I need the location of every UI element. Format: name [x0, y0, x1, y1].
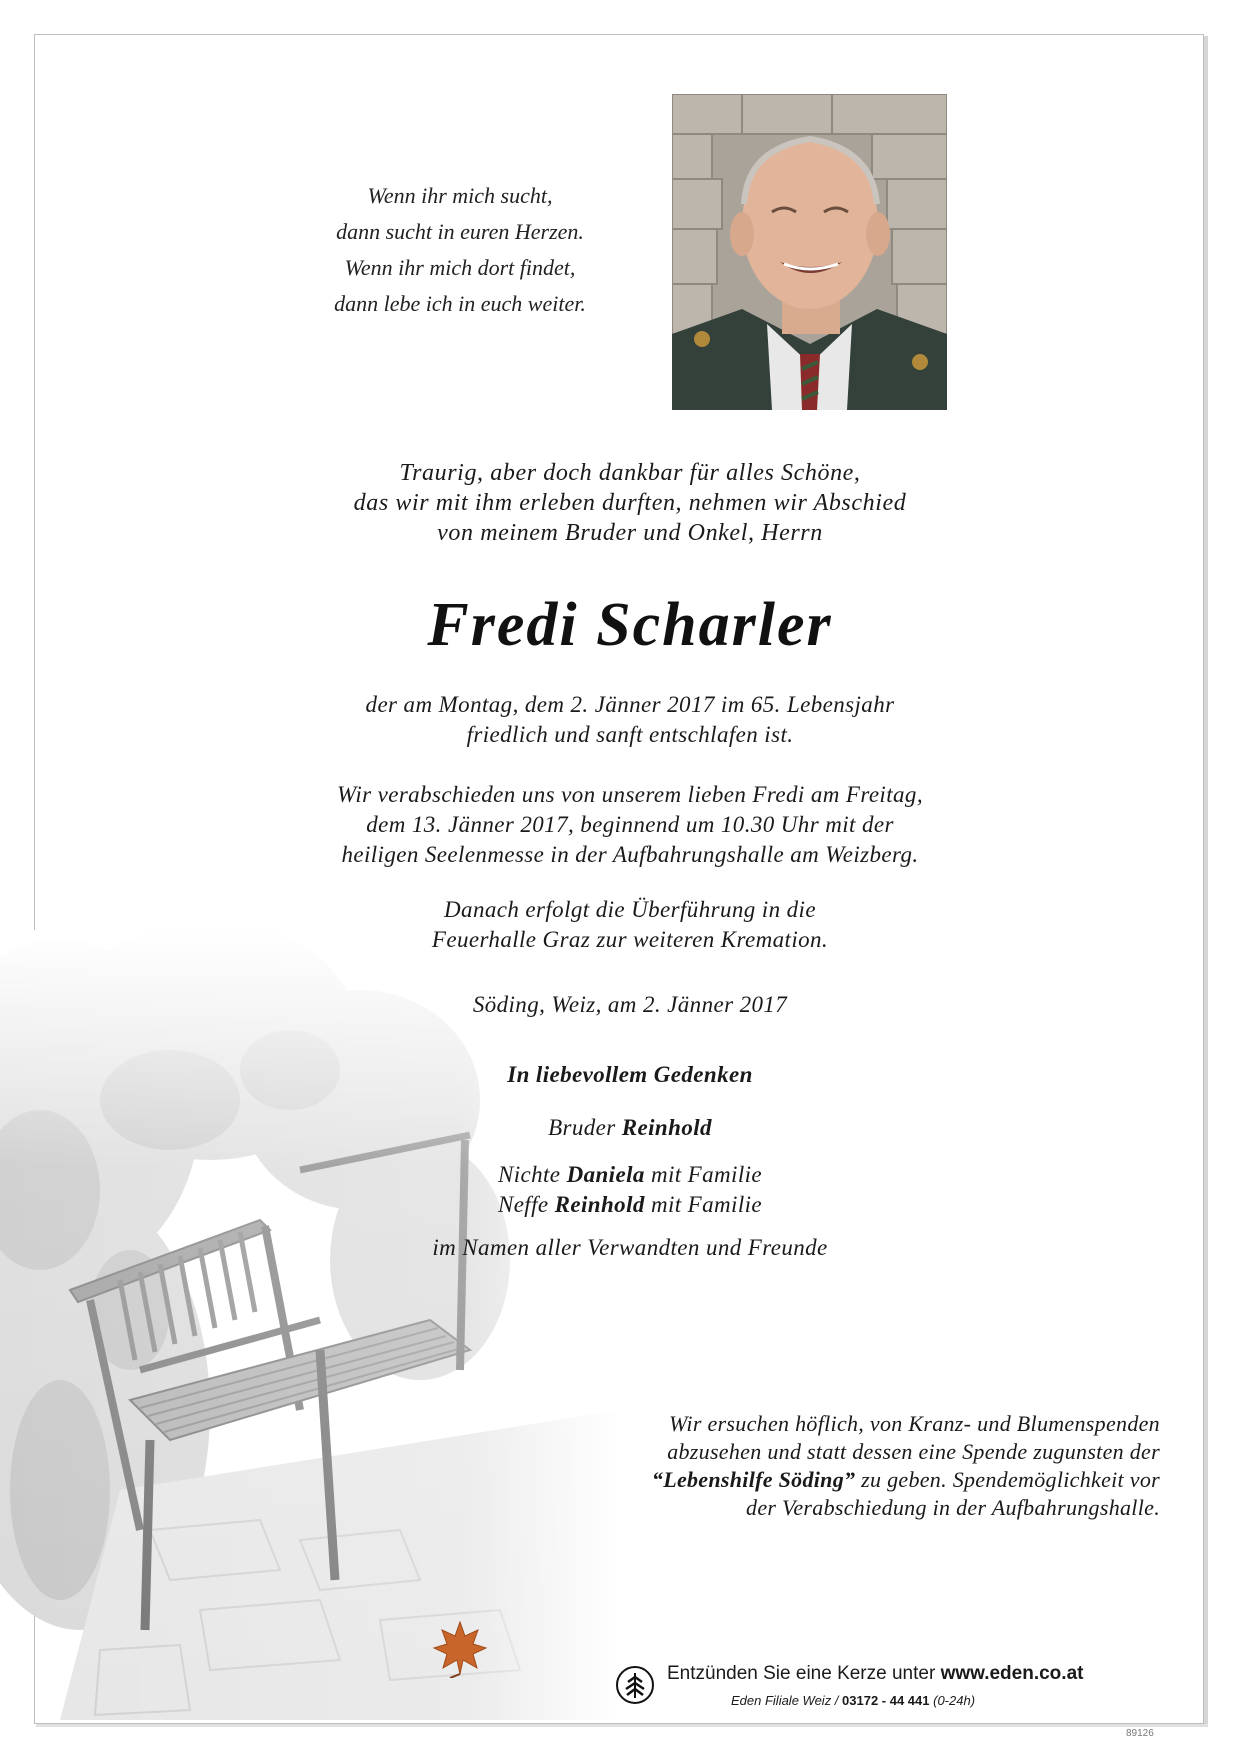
- cremation-line: Danach erfolgt die Überführung in die: [444, 897, 816, 922]
- death-notice: [250, 690, 1010, 750]
- cremation-line: Feuerhalle Graz zur weiteren Kremation.: [431, 927, 829, 952]
- death-notice-line: friedlich und sanft entschlafen ist.: [466, 722, 794, 747]
- mourner-suffix: mit Familie: [650, 1192, 763, 1217]
- branch-name: Eden Filiale Weiz /: [731, 1693, 843, 1708]
- frame-shadow: [1204, 36, 1208, 1726]
- farewell-line: heiligen Seelenmesse in der Aufbahrungshalle am Weizberg.: [341, 842, 919, 867]
- bench-garden-background: [0, 930, 620, 1720]
- donation-organization: “Lebenshilfe Söding”: [651, 1467, 856, 1492]
- intro-line: das wir mit ihm erleben durften, nehmen wir Abschied: [353, 490, 907, 516]
- funeral-home-footer: [615, 1663, 1084, 1713]
- farewell-notice: [250, 780, 1010, 870]
- candle-link-line: [667, 1663, 1083, 1685]
- portrait-photo: [672, 94, 947, 410]
- donation-line: zu geben. Spendemöglichkeit vor: [855, 1467, 1160, 1492]
- maple-leaf-icon: [430, 1618, 490, 1678]
- mourners-closing-text: im Namen aller Verwandten und Freunde: [432, 1235, 828, 1260]
- frame-shadow-bottom: [36, 1724, 1208, 1727]
- place-date: [250, 990, 1010, 1020]
- poem-line: dann sucht in euren Herzen.: [336, 219, 584, 244]
- memorial-poem: [300, 178, 620, 322]
- mourner-suffix: mit Familie: [650, 1162, 763, 1187]
- donation-request: [560, 1410, 1160, 1522]
- eden-tree-icon: [615, 1665, 655, 1705]
- deceased-name: Fredi Scharler: [427, 591, 833, 659]
- mourner-name: Daniela: [566, 1162, 645, 1187]
- farewell-line: dem 13. Jänner 2017, beginnend um 10.30 Uhr mit der: [366, 812, 894, 837]
- poem-line: Wenn ihr mich sucht,: [367, 183, 553, 208]
- branch-hours: (0-24h): [929, 1693, 976, 1708]
- print-code: 89126: [1126, 1728, 1154, 1739]
- mourner-relatives: [250, 1160, 1010, 1220]
- candle-text: Entzünden Sie eine Kerze unter: [667, 1663, 941, 1684]
- donation-line: abzusehen und statt dessen eine Spende zugunsten der: [667, 1439, 1160, 1464]
- mourner-name: Reinhold: [621, 1115, 712, 1140]
- poem-line: dann lebe ich in euch weiter.: [334, 291, 586, 316]
- website-link[interactable]: www.eden.co.at: [940, 1663, 1084, 1684]
- branch-line: [731, 1693, 975, 1708]
- mourner-name: Reinhold: [554, 1192, 645, 1217]
- death-notice-line: der am Montag, dem 2. Jänner 2017 im 65. Lebensjahr: [365, 692, 895, 717]
- poem-line: Wenn ihr mich dort findet,: [344, 255, 576, 280]
- mourner-role: Bruder: [548, 1115, 616, 1140]
- mourners-heading: [250, 1060, 1010, 1090]
- mourner-role: Nichte: [497, 1162, 561, 1187]
- donation-line: der Verabschiedung in der Aufbahrungshalle.: [746, 1495, 1160, 1520]
- mourner-brother: [250, 1113, 1010, 1143]
- farewell-line: Wir verabschieden uns von unserem lieben Fredi am Freitag,: [337, 782, 923, 807]
- cremation-notice: [250, 895, 1010, 955]
- intro-line: von meinem Bruder und Onkel, Herrn: [437, 520, 823, 546]
- mourner-role: Neffe: [497, 1192, 549, 1217]
- mourners-closing: [250, 1233, 1010, 1263]
- mourners-heading-text: In liebevollem Gedenken: [507, 1062, 753, 1087]
- intro-text: [250, 458, 1010, 548]
- donation-line: Wir ersuchen höflich, von Kranz- und Blumenspenden: [669, 1411, 1160, 1436]
- branch-phone: 03172 - 44 441: [842, 1693, 930, 1708]
- place-date-text: Söding, Weiz, am 2. Jänner 2017: [472, 992, 788, 1017]
- intro-line: Traurig, aber doch dankbar für alles Schöne,: [399, 460, 861, 486]
